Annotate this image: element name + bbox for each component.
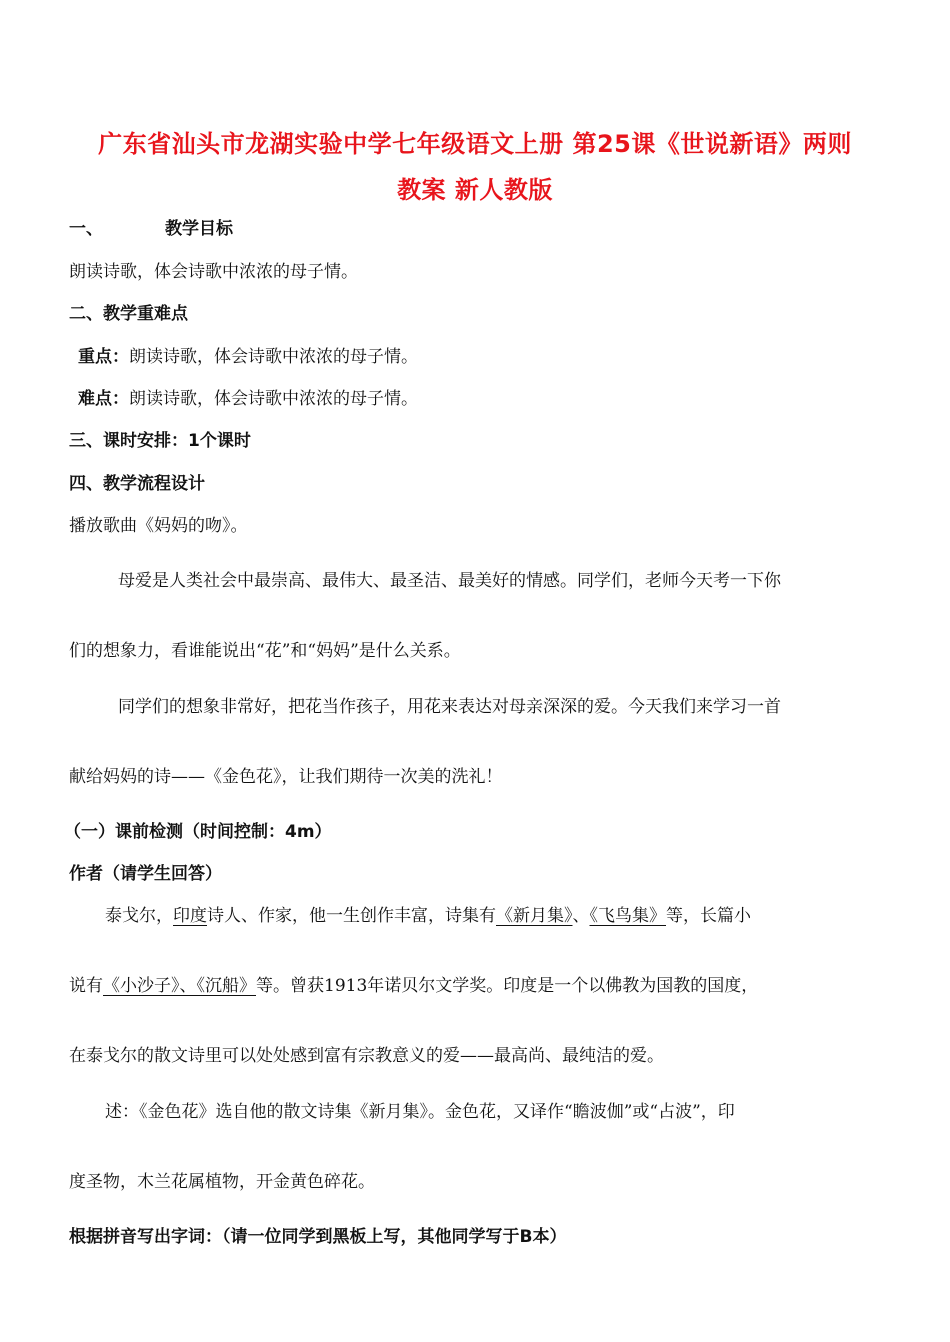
difficult-point-line [78,384,418,409]
paragraph-poem-intro-1: 同学们的想象非常好，把花当作孩子，用花来表达对母亲深深的爱。今天我们来学习一首 [118,697,781,717]
difficult-point-label: 难点： [78,389,129,409]
intro-song-text: 播放歌曲《妈妈的吻》。 [69,516,248,536]
book-title-crescent-moon: 《新月集》 [496,906,573,926]
text-run: 等，长篇小 [666,906,751,926]
author-line-3: 在泰戈尔的散文诗里可以处处感到富有宗教意义的爱——最高尚、最纯洁的爱。 [69,1046,664,1066]
key-point-text: 朗读诗歌，体会诗歌中浓浓的母子情。 [129,347,418,367]
paragraph-mother-love-1: 母爱是人类社会中最崇高、最伟大、最圣洁、最美好的情感。同学们，老师今天考一下你 [118,571,781,591]
author-heading: 作者（请学生回答） [69,864,222,884]
difficult-point-text: 朗读诗歌，体会诗歌中浓浓的母子情。 [129,389,418,409]
india-underlined: 印度 [173,906,207,926]
paragraph-mother-love-2: 们的想象力，看谁能说出“花”和“妈妈”是什么关系。 [69,641,461,661]
text-run: 等。曾获1913年诺贝尔文学奖。印度是一个以佛教为国教的国度， [256,976,759,996]
pinyin-exercise-heading: 根据拼音写出字词：（请一位同学到黑板上写，其他同学写于B本） [69,1227,567,1247]
text-run: 诗人、作家，他一生创作丰富，诗集有 [207,906,496,926]
author-line-2 [69,971,758,996]
book-titles-novels: 《小沙子》、《沉船》 [103,976,256,996]
document-title-line2: 教案 新人教版 [397,176,553,204]
document-title-line1: 广东省汕头市龙湖实验中学七年级语文上册 第25课《世说新语》两则 [98,130,852,158]
pretest-heading: （一）课前检测（时间控制：4m） [64,822,332,842]
description-line-1: 述：《金色花》选自他的散文诗集《新月集》。金色花，又译作“瞻波伽”或“占波”，印 [105,1102,735,1122]
section-heading-process: 四、教学流程设计 [69,474,205,494]
goals-text: 朗读诗歌，体会诗歌中浓浓的母子情。 [69,262,358,282]
text-run: 说有 [69,976,103,996]
section-heading-schedule: 三、课时安排：1个课时 [69,431,251,451]
key-point-label: 重点： [78,347,129,367]
key-point-line [78,342,418,367]
book-title-stray-birds: 《飞鸟集》 [589,906,666,926]
author-line-1 [105,901,751,926]
description-line-2: 度圣物，木兰花属植物，开金黄色碎花。 [69,1172,375,1192]
text-run: 泰戈尔， [105,906,173,926]
paragraph-poem-intro-2: 献给妈妈的诗——《金色花》，让我们期待一次美的洗礼！ [69,767,503,787]
section-number: 一、 [69,219,103,239]
section-heading-key-points: 二、教学重难点 [69,304,188,324]
section-heading-goals [69,214,233,239]
section-label: 教学目标 [165,219,233,239]
separator: 、 [572,906,590,926]
